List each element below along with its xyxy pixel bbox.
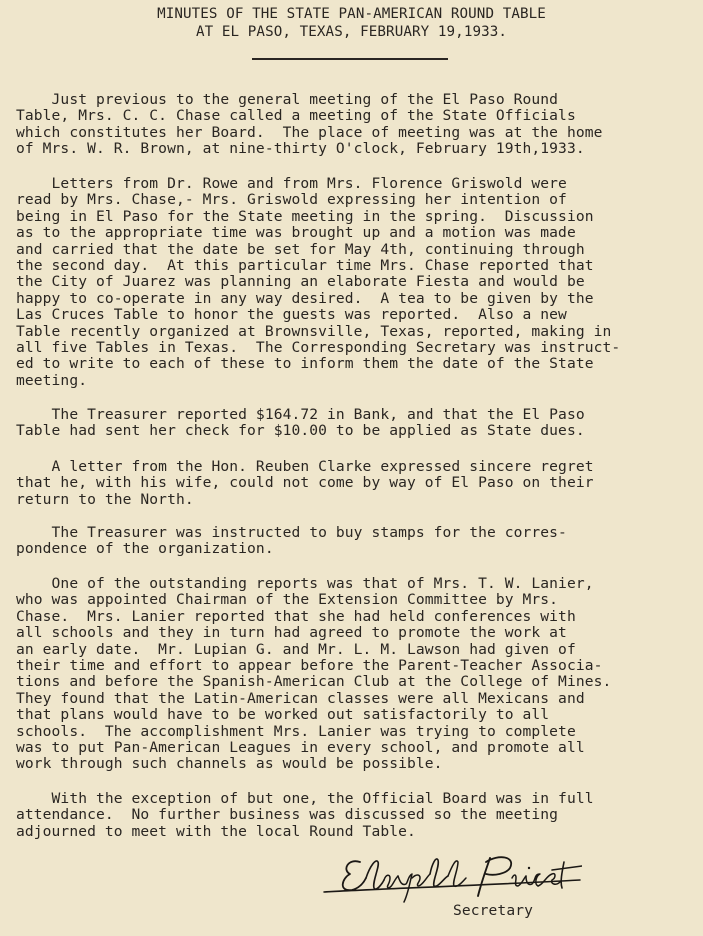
text-line: The Treasurer was instructed to buy stamps for the corres-	[16, 524, 567, 541]
text-line: all schools and they in turn had agreed to promote the work at	[16, 624, 567, 642]
text-line: and carried that the date be set for May 4th, continuing through	[16, 240, 585, 258]
text-line: an early date. Mr. Lupian G. and Mr. L. M. Lawson had given of	[16, 640, 576, 658]
text-line: work through such channels as would be possible.	[16, 755, 443, 773]
paragraph-clarke-letter	[16, 459, 594, 508]
document-title-line1: MINUTES OF THE STATE PAN-AMERICAN ROUND TABLE	[157, 6, 546, 22]
text-line: return to the North.	[16, 490, 194, 508]
text-line: all five Tables in Texas. The Corresponding Secretary was instruct-	[16, 338, 621, 356]
text-line: which constitutes her Board. The place of meeting was at the home	[16, 123, 603, 141]
text-line: A letter from the Hon. Reuben Clarke expressed sincere regret	[16, 458, 594, 475]
text-line: Table, Mrs. C. C. Chase called a meeting of the State Officials	[16, 107, 576, 125]
text-line: Table recently organized at Brownsville, Texas, reported, making in	[16, 322, 612, 340]
text-line: Just previous to the general meeting of the El Paso Round	[16, 91, 559, 108]
text-line: adjourned to meet with the local Round Table.	[16, 822, 416, 840]
title-underline	[252, 58, 448, 60]
document-title-line2: AT EL PASO, TEXAS, FEBRUARY 19,1933.	[195, 24, 508, 40]
text-line: happy to co-operate in any way desired. A tea to be given by the	[16, 289, 594, 307]
text-line: One of the outstanding reports was that of Mrs. T. W. Lanier,	[16, 575, 594, 592]
paragraph-letters	[16, 176, 620, 389]
paragraph-attendance	[16, 791, 594, 840]
text-line: schools. The accomplishment Mrs. Lanier was trying to complete	[16, 722, 576, 740]
secretary-label: Secretary	[453, 902, 533, 919]
text-line: that he, with his wife, could not come by way of El Paso on their	[16, 474, 594, 492]
text-line: Letters from Dr. Rowe and from Mrs. Florence Griswold were	[16, 175, 567, 192]
text-line: being in El Paso for the State meeting in the spring. Discussion	[16, 207, 594, 225]
paragraph-board-meeting	[16, 92, 603, 158]
text-line: the second day. At this particular time Mrs. Chase reported that	[16, 256, 594, 274]
paragraph-extension-committee	[16, 576, 611, 773]
text-line: as to the appropriate time was brought up and a motion was made	[16, 224, 576, 242]
text-line: Table had sent her check for $10.00 to be applied as State dues.	[16, 422, 585, 440]
paragraph-treasurer-report	[16, 407, 585, 440]
text-line: was to put Pan-American Leagues in every school, and promote all	[16, 738, 585, 756]
text-line: pondence of the organization.	[16, 540, 274, 558]
text-line: ed to write to each of these to inform them the date of the State	[16, 355, 594, 373]
handwritten-signature	[320, 848, 582, 904]
text-line: tions and before the Spanish-American Club at the College of Mines.	[16, 673, 612, 691]
text-line: The Treasurer reported $164.72 in Bank, and that the El Paso	[16, 406, 585, 423]
text-line: their time and effort to appear before the Parent-Teacher Associa-	[16, 656, 603, 674]
text-line: that plans would have to be worked out satisfactorily to all	[16, 706, 550, 724]
text-line: of Mrs. W. R. Brown, at nine-thirty O'clock, February 19th,1933.	[16, 140, 585, 158]
text-line: read by Mrs. Chase,- Mrs. Griswold expressing her intention of	[16, 191, 567, 209]
text-line: With the exception of but one, the Official Board was in full	[16, 790, 594, 807]
text-line: the City of Juarez was planning an elaborate Fiesta and would be	[16, 273, 585, 291]
text-line: meeting.	[16, 371, 88, 389]
paragraph-stamps	[16, 525, 567, 558]
text-line: attendance. No further business was discussed so the meeting	[16, 806, 559, 824]
text-line: Las Cruces Table to honor the guests was reported. Also a new	[16, 306, 567, 324]
text-line: who was appointed Chairman of the Extension Committee by Mrs.	[16, 591, 559, 609]
text-line: They found that the Latin-American classes were all Mexicans and	[16, 689, 585, 707]
text-line: Chase. Mrs. Lanier reported that she had held conferences with	[16, 607, 576, 625]
